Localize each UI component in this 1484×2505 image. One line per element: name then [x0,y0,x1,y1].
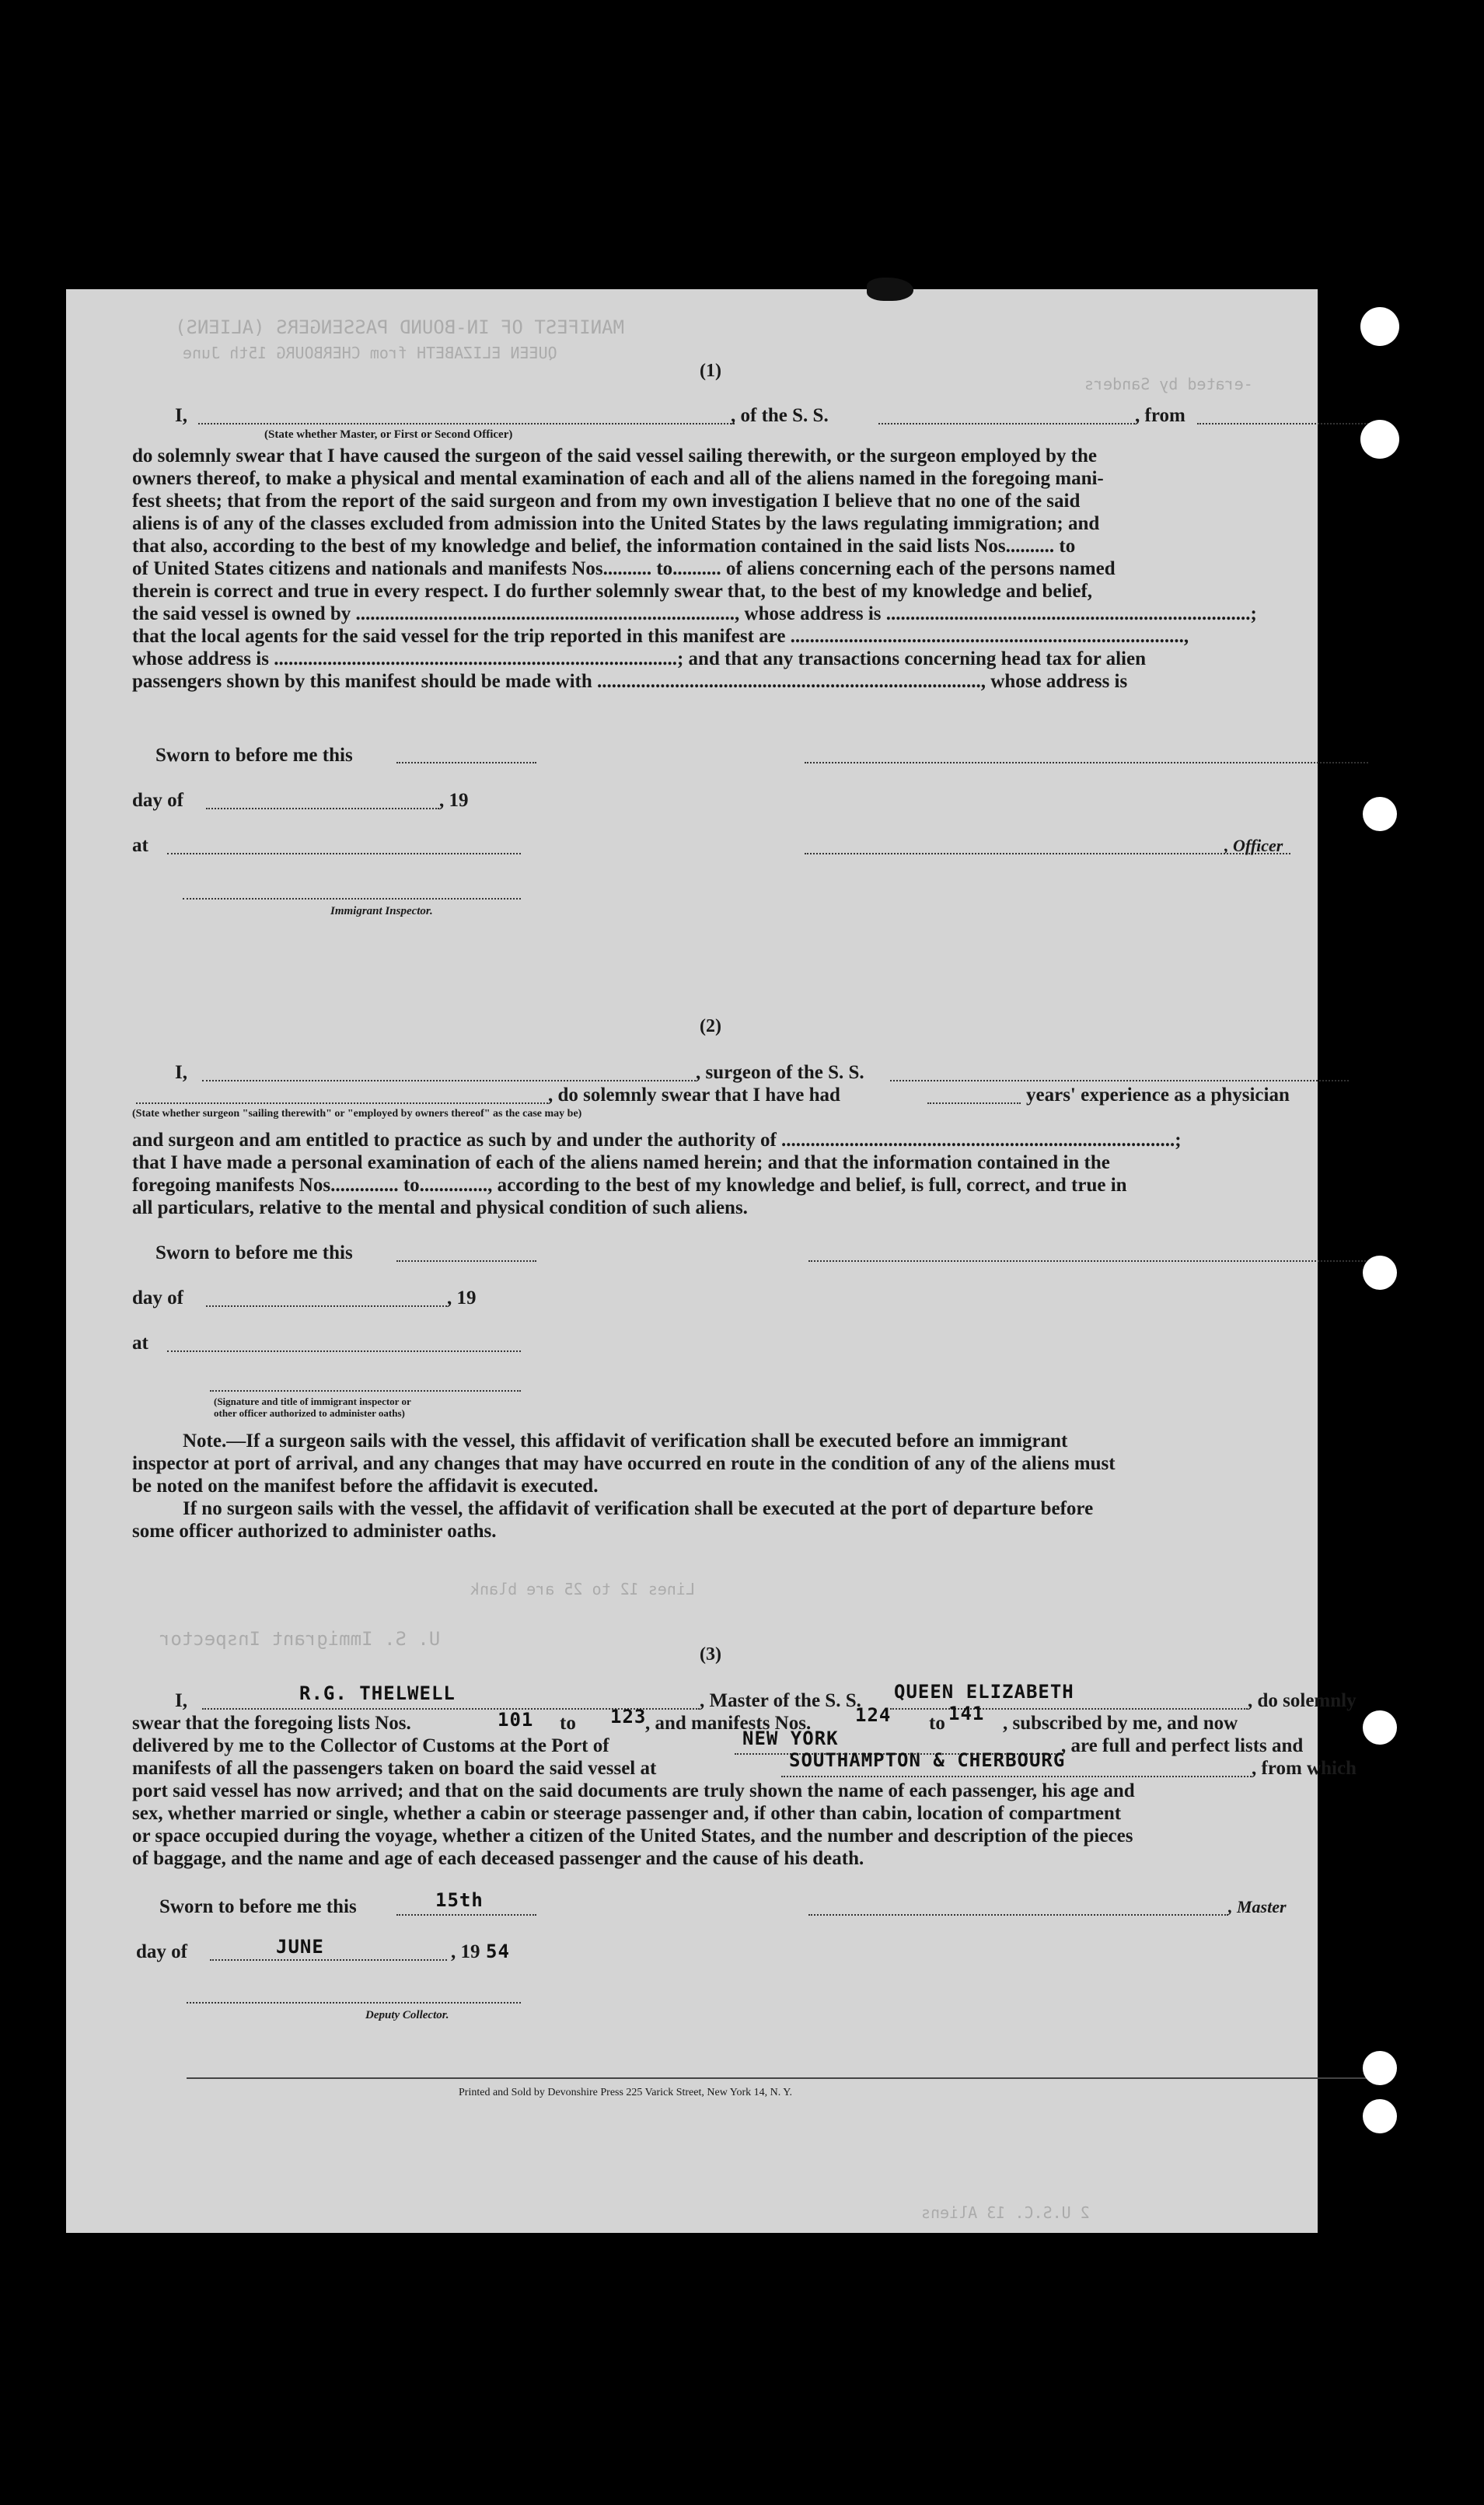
s3-lists-to: 123 [610,1706,647,1728]
s2-surgeon-signature-line [808,1260,1372,1262]
s1-body-0: do solemnly swear that I have caused the surgeon of the said vessel sailing therewith, or the surgeon employed by the [132,445,1097,466]
s1-caption-officer: (State whether Master, or First or Second Officer) [264,428,513,441]
s1-inspector-line [183,898,521,900]
section-3-heading: (3) [700,1644,721,1665]
s3-ship-name: QUEEN ELIZABETH [894,1681,1074,1703]
ink-blot [867,278,913,301]
s3-collector-caption: Deputy Collector. [365,2009,449,2021]
s2-body-1: that I have made a personal examination of each of the aliens named herein; and that the information contained in the [132,1152,1110,1173]
s2-surgeon-name-blank [202,1080,696,1081]
s1-body-5: of United States citizens and nationals and manifests Nos.......... to.......... of aliens concerning each of the persons named [132,558,1116,579]
s3-line4-start: manifests of all the passengers taken on board the said vessel at [132,1758,657,1779]
s3-master-name: R.G. THELWELL [299,1682,456,1704]
footer-rule [187,2077,1372,2079]
s2-note-0: Note.—If a surgeon sails with the vessel, this affidavit of verification shall be executed before an immigrant [183,1431,1068,1452]
s1-body-2: fest sheets; that from the report of the said surgeon and from my own investigation I believe that no one of the said [132,491,1081,512]
s2-line1-mid: , surgeon of the S. S. [696,1062,864,1083]
s1-body-8: that the local agents for the said vessel for the trip reported in this manifest are ................................................................................., [132,626,1189,647]
s1-body-4: that also, according to the best of my knowledge and belief, the information contained in the said lists Nos.......... to [132,536,1076,557]
s1-from-blank [1197,423,1372,424]
s1-body-1: owners thereof, to make a physical and mental examination of each and all of the aliens named in the foregoing mani- [132,468,1104,489]
s2-surgeon-status-blank [136,1102,548,1104]
s2-at-blank [167,1350,521,1352]
s2-ship-blank [890,1080,1349,1081]
s1-body-7: the said vessel is owned by .............................................................................., whose address is ...........................................................................; [132,603,1257,624]
s3-embark-blank [781,1776,1252,1777]
s1-at: at [132,835,148,856]
s3-sworn: Sworn to before me this [159,1896,357,1917]
s2-body-0: and surgeon and am entitled to practice as such by and under the authority of .................................................................................; [132,1130,1182,1151]
s2-note-3: If no surgeon sails with the vessel, the affidavit of verification shall be executed at the port of departure before [183,1498,1094,1519]
s3-line2-start: swear that the foregoing lists Nos. [132,1713,411,1734]
s1-line1-end: , from [1135,405,1185,426]
s3-master-signature-line [808,1914,1228,1916]
s3-month: JUNE [276,1936,324,1958]
s3-line3-start: delivered by me to the Collector of Customs at the Port of [132,1735,609,1756]
s3-line2-and-manifests: , and manifests Nos. [645,1713,812,1734]
s2-inspector-line [210,1390,521,1392]
footer-imprint: Printed and Sold by Devonshire Press 225 Varick Street, New York 14, N. Y. [459,2087,793,2098]
binder-hole [1363,1710,1397,1745]
s3-body-0: port said vessel has now arrived; and that on the said documents are truly shown the name of each passenger, his age and [132,1780,1135,1801]
s2-sig-caption-2: other officer authorized to administer oaths) [214,1407,405,1419]
s1-body-6: therein is correct and true in every respect. I do further solemnly swear that, to the best of my knowledge and belief, [132,581,1093,602]
s2-sig-caption-1: (Signature and title of immigrant inspector or [214,1396,411,1407]
s3-body-1: sex, whether married or single, whether a cabin or steerage passenger and, if other than cabin, location of compartment [132,1803,1122,1824]
s1-day-blank [206,808,439,809]
s2-caption-surgeon: (State whether surgeon "sailing therewith" or "employed by owners thereof" as the case may be) [132,1108,582,1120]
s1-sworn: Sworn to before me this [155,745,353,766]
s3-year: , 19 [451,1941,480,1962]
bleed-text-inspector: U. S. Immigrant Inspector [159,1628,441,1650]
s3-master-caption: , Master [1228,1897,1287,1916]
s3-body-2: or space occupied during the voyage, whether a citizen of the United States, and the number and description of the pieces [132,1825,1133,1846]
s1-officer-blank [198,423,735,424]
bleed-text-mid: Lines 12 to 25 are blank [470,1580,695,1598]
s2-sworn: Sworn to before me this [155,1242,353,1263]
binder-hole [1363,2051,1397,2085]
s2-years-blank [927,1102,1021,1104]
binder-hole [1363,2099,1397,2133]
s1-line1-mid: , of the S. S. [731,405,829,426]
binder-hole [1363,1256,1397,1290]
s3-line4-end: , from which [1252,1758,1357,1779]
s2-at: at [132,1333,148,1354]
s3-embark-port: SOUTHAMPTON & CHERBOURG [789,1749,1066,1771]
bleed-text-top-2: QUEEN ELIZABETH from CHERBOURG 15th June [183,344,557,362]
s3-collector-line [187,2002,521,2004]
s3-manifests-from: 124 [855,1704,892,1726]
s3-line3-end: , are full and perfect lists and [1061,1735,1304,1756]
section-2-heading: (2) [700,1016,721,1036]
s1-year: , 19 [439,790,469,811]
s2-day-blank [206,1305,447,1307]
s3-line2-to1: to [560,1713,576,1734]
s2-note-2: be noted on the manifest before the affidavit is executed. [132,1476,599,1497]
s2-line2-mid: , do solemnly swear that I have had [548,1085,840,1106]
s2-body-3: all particulars, relative to the mental and physical condition of such aliens. [132,1197,748,1218]
s2-day-of: day of [132,1287,183,1308]
s2-note-4: some officer authorized to administer oaths. [132,1521,497,1542]
s3-ship-blank [890,1708,1248,1710]
s1-ship-blank [878,423,1135,424]
bleed-text-top: MANIFEST OF IN-BOUND PASSENGERS (ALIENS) [175,316,624,338]
s1-inspector-caption: Immigrant Inspector. [330,905,433,917]
s3-day-blank [210,1959,447,1961]
s1-body-9: whose address is ...................................................................................; and that any transactions concerning head tax for alien [132,648,1146,669]
document-page [66,289,1357,2233]
s3-year-suffix: 54 [486,1941,510,1962]
s3-line2-to2: to [929,1713,945,1734]
s3-day-of: day of [136,1941,187,1962]
s1-officer-signature-line [805,762,1368,763]
s3-line1-master-of: , Master of the S. S. [700,1690,861,1711]
binder-hole [1360,307,1399,346]
s3-body-3: of baggage, and the name and age of each deceased passenger and the cause of his death. [132,1848,864,1869]
s3-port: NEW YORK [742,1728,839,1749]
s3-sworn-blank [396,1914,536,1916]
s1-officer-label: , Officer [1224,836,1283,855]
s2-note-1: inspector at port of arrival, and any changes that may have occurred en route in the condition of any of the aliens must [132,1453,1116,1474]
s3-line1-end: , do solemnly [1248,1690,1357,1711]
section-1-heading: (1) [700,361,721,381]
binder-hole [1360,420,1399,459]
s1-day-of: day of [132,790,183,811]
s1-at-blank [167,853,521,854]
s3-day: 15th [435,1889,484,1911]
s3-line1-i: I, [175,1690,187,1711]
s2-line1-i: I, [175,1062,187,1083]
s2-sworn-blank [396,1260,536,1262]
s2-line2-end: years' experience as a physician [1026,1085,1290,1106]
s1-officer-blank-2 [805,853,1290,854]
s2-body-2: foregoing manifests Nos.............. to.............., according to the best of my knowledge and belief, is full, correct, and true in [132,1175,1127,1196]
s1-sworn-blank [396,762,536,763]
binder-hole [1363,797,1397,831]
s1-line1-i: I, [175,405,187,426]
bleed-text-right: -erated by Sanders [1084,375,1253,393]
s2-year: , 19 [447,1287,477,1308]
s1-body-3: aliens is of any of the classes excluded from admission into the United States by the laws regulating immigration; and [132,513,1100,534]
s3-line2-end: , subscribed by me, and now [1003,1713,1238,1734]
s3-lists-from: 101 [498,1709,534,1731]
bleed-text-bottom: 2 U.S.C. 13 Aliens [921,2203,1090,2222]
s3-manifests-to: 141 [948,1703,985,1724]
s1-body-10: passengers shown by this manifest should be made with ..............................................................................., whose address is [132,671,1128,692]
